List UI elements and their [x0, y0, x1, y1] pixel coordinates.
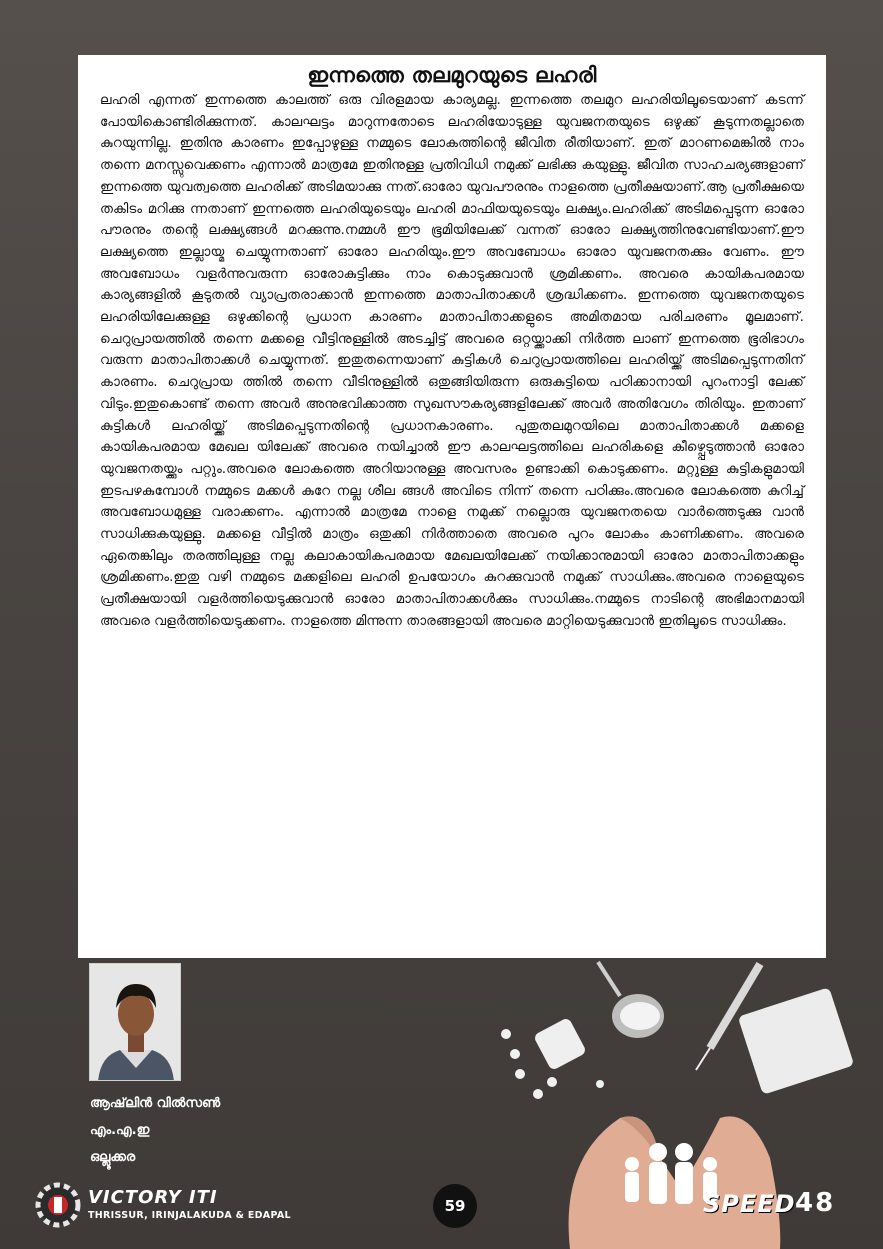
author-photo: [89, 963, 181, 1081]
author-course: എം.എ.ഇ: [90, 1123, 150, 1138]
author-place: ഒല്ലൂക്കര: [90, 1150, 136, 1165]
article-panel: [78, 55, 826, 958]
article-body: ലഹരി എന്നത് ഇന്നത്തെ കാലത്ത് ഒരു വിരളമായ കാര്യമല്ല. ഇന്നത്തെ തലമുറ ലഹരിയിലൂടെയാണ് കടന്ന് പോയികൊണ്ടിരിക്കുന്നത്. കാലഘട്ടം മാറുന്നതോടെ ലഹരിയോടുള്ള യുവജനതയുടെ ഒഴുക്ക് കൂടുന്നതല്ലാതെ കുറയുന്നില്ല. ഇതിനു കാരണം ഇപ്പോഴുള്ള നമ്മുടെ ലോകത്തിന്റെ ജീവിത രീതിയാണ്. ഇത് മാറണമെങ്കിൽ നാം തന്നെ മനസ്സുവെക്കണം എന്നാൽ മാത്രമേ ഇതിനുള്ള പ്രതിവിധി നമുക്ക് ലഭിക്കു കയുള്ളു. ജീവിത സാഹചര്യങ്ങളാണ് ഇന്നത്തെ യുവത്വത്തെ ലഹരിക്ക് അടിമയാക്കു ന്നത്.ഓരോ യുവപൗരനും നാളത്തെ പ്രതീക്ഷയാണ്.ആ പ്രതീക്ഷയെ തകിടം മറിക്കു ന്നതാണ് ഇന്നത്തെ ലഹരിയുടെയും ലഹരി മാഫിയയുടെയും ലക്ഷ്യം.ലഹരിക്ക് അടിമപ്പെടുന്ന ഓരോ പൗരനും തന്റെ ലക്ഷ്യങ്ങൾ മറക്കുന്നു.നമ്മൾ ഈ ഭൂമിയിലേക്ക് വന്നത് ഓരോ ലക്ഷ്യത്തിനുവേണ്ടിയാണ്.ഈ ലക്ഷ്യത്തെ ഇല്ലായ്മ ചെയ്യുന്നതാണ് ഓരോ ലഹരിയും.ഈ അവബോധം ഓരോ യുവജനതക്കും വേണം. ഈ അവബോധം വളർന്നുവരുന്ന ഓരോകുട്ടിക്കും നാം കൊടുക്കുവാൻ ശ്രമിക്കണം. അവരെ കായികപരമായ കാര്യങ്ങളിൽ കൂടുതൽ വ്യാപ്രതരാക്കാൻ ഇന്നത്തെ മാതാപിതാക്കൾ ശ്രദ്ധിക്കണം. ഇന്നത്തെ യുവജനതയുടെ ലഹരിയിലേക്കുള്ള ഒഴുക്കിന്റെ പ്രധാന കാരണം മാതാപിതാക്കളുടെ അമിതമായ പരിചരണം മൂലമാണ്. ചെറുപ്രായത്തിൽ തന്നെ മക്കളെ വീട്ടിനുള്ളിൽ അടച്ചിട്ട് അവരെ ഒറ്റയ്ക്കാക്കി നിർത്ത ലാണ് ഇന്നത്തെ ഭൂരിഭാഗം വരുന്ന മാതാപിതാക്കൾ ചെയ്യുന്നത്. ഇതുതന്നെയാണ് കുട്ടികൾ ചെറുപ്രായത്തിലെ ലഹരിയ്ക്ക് അടിമപ്പെടുന്നതിന് കാരണം. ചെറുപ്രായ ത്തിൽ തന്നെ വീടിനുള്ളിൽ ഒതുങ്ങിയിരുന്ന ഒരുകുട്ടിയെ പഠിക്കാനായി പുറംനാട്ടി ലേക്ക് വിടും.ഇതുകൊണ്ട് തന്നെ അവർ അനുഭവിക്കാത്ത സുഖസൗകര്യങ്ങളിലേക്ക് അവർ അതിവേഗം തിരിയും. ഇതാണ് കുട്ടികൾ ലഹരിയ്ക്ക് അടിമപ്പെടുന്നതിന്റെ പ്രധാനകാരണം. പുതുതലമുറയിലെ മാതാപിതാക്കൾ മക്കളെ കായികപരമായ മേഖല യിലേക്ക് അവരെ നയിച്ചാൽ ഈ കാലഘട്ടത്തിലെ ലഹരികളെ കീഴ്പ്പെടുത്താൻ ഓരോ യുവജനതയ്ക്കും പറ്റും.അവരെ ലോകത്തെ അറിയാനുള്ള അവസരം ഉണ്ടാക്കി കൊടുക്കണം. മറ്റുള്ള കുട്ടികളുമായി ഇടപഴകുമ്പോൾ നമ്മുടെ മക്കൾ കുറേ നല്ല ശീല ങ്ങൾ അവിടെ നിന്ന് തന്നെ പഠിക്കും.അവരെ ലോകത്തെ കുറിച്ച് അവബോധമുള്ള വരാക്കണം. എന്നാൽ മാത്രമേ നാളെ നമുക്ക് നല്ലൊരു യുവജനതയെ വാർത്തെടുക്കു വാൻ സാധിക്കുകയുള്ളു. മക്കളെ വീട്ടിൽ മാത്രം ഒതുക്കി നിർത്താതെ അവരെ പുറം ലോകം കാണിക്കണം. അവരെ ഏതെങ്കിലും തരത്തിലുള്ള നല്ല കലാകായികപരമായ മേഖലയിലേക്ക് നയിക്കാനുമായി ഓരോ മാതാപിതാക്കളും ശ്രമിക്കണം.ഇതു വഴി നമ്മുടെ മക്കളിലെ ലഹരി ഉപയോഗം കുറക്കുവാൻ നമുക്ക് സാധിക്കും.അവരെ നാളെയുടെ പ്രതീക്ഷയായി വളർത്തിയെടുക്കുവാൻ ഓരോ മാതാപിതാക്കൾക്കും സാധിക്കും.നമ്മുടെ നാടിന്റെ അഭിമാനമായി അവരെ വളർത്തിയെടുക്കണം. നാളത്തെ മിന്നുന്ന താരങ്ങളായി അവരെ മാറ്റിയെടുക്കുവാൻ ഇതിലൂടെ സാധിക്കും.: [100, 92, 804, 629]
author-name: ആഷ്‌ലിൻ വിൽസൺ: [90, 1096, 221, 1111]
logo-name: VICTORY ITI: [88, 1187, 218, 1208]
author-info: [90, 1090, 220, 1171]
person-icon: [90, 964, 181, 1081]
magazine-title: SPEED: [703, 1190, 796, 1218]
hands-icon: [569, 1116, 781, 1249]
powder-packet-icon: [738, 987, 855, 1095]
pill-bottle-icon: [533, 1017, 587, 1071]
logo-tagline: THRISSUR, IRINJALAKUDA & EDAPAL: [88, 1210, 291, 1221]
magazine-issue-number: 48: [795, 1188, 836, 1218]
spoon-icon: [598, 962, 664, 1038]
victory-iti-logo-icon: [32, 1179, 84, 1231]
article-title: ഇന്നത്തെ തലമുറയുടെ ലഹരി: [307, 63, 597, 87]
page-number: 59: [433, 1184, 477, 1228]
